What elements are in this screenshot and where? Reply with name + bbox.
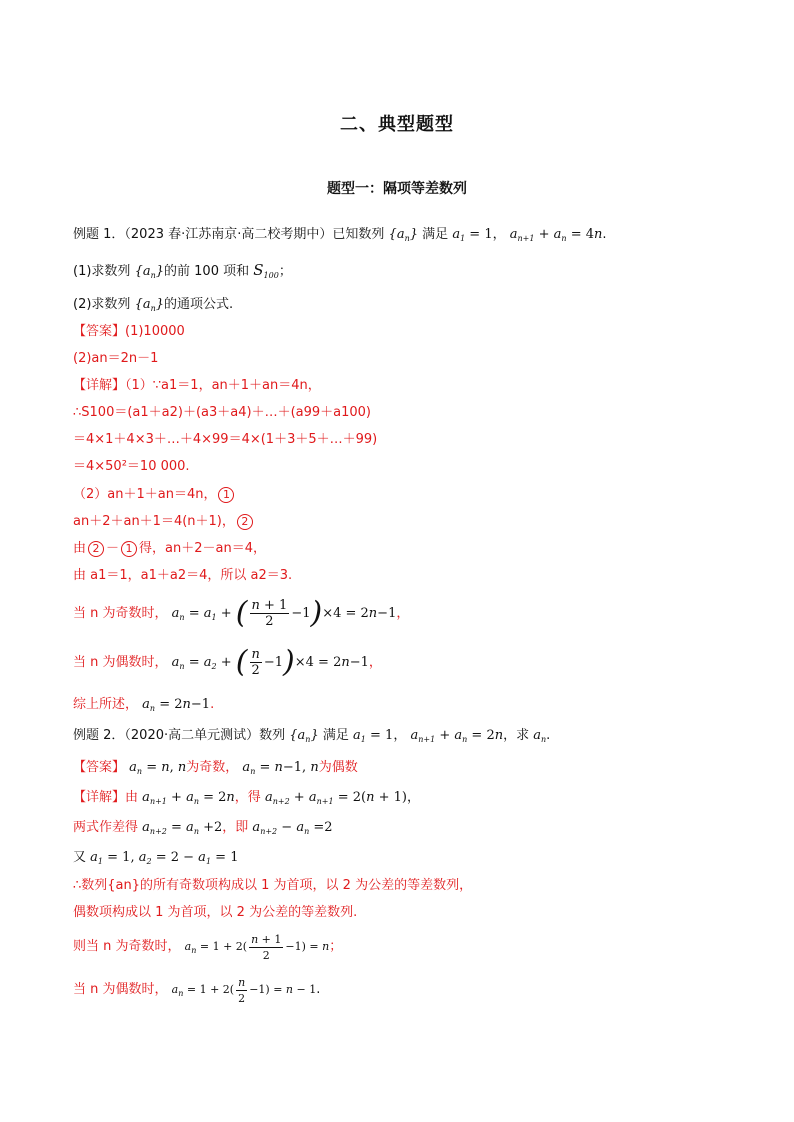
detail1-even-case: 当 n 为偶数时， $a_n = a_2$ + ( $\frac{n}{2}$ −1)×4 = 2n−1，: [73, 644, 382, 680]
q1-seq: $\{a_n\}$: [134, 264, 165, 280]
question-2: [73, 296, 233, 318]
q2-seq: $\{a_n\}$: [134, 297, 165, 313]
cond-text: 满足: [422, 227, 449, 242]
q1-pre: (1)求数列: [73, 264, 131, 279]
ex2-seq: $\{a_n\}$: [289, 728, 319, 744]
formula-a1: $a_1 = 1$: [452, 227, 493, 243]
detail1-summary: 综上所述， $a_n = 2n-1$.: [73, 697, 215, 713]
type-title: 题型一：隔项等差数列: [327, 181, 467, 197]
odd-case-pre: 当 n 为奇数时，: [73, 606, 168, 621]
ex2-odd-pre: 则当 n 为奇数时，: [73, 939, 181, 954]
detail1-line3: ＝4×1＋4×3＋…＋4×99＝4×(1＋3＋5＋…＋99): [73, 432, 378, 447]
ex2-even-formula: $a_n = 1 + 2$( $\frac{n}{2}$ −1) = n − 1: [171, 975, 317, 1005]
detail2-eq5: $a_1 = 1$, $a_2 = 2 - a_1 = 1$: [90, 850, 239, 866]
detail2-pre: 由: [125, 790, 139, 805]
even-case-formula: $a_n = a_2$ + ( $\frac{n}{2}$ −1)×4 = 2n−1: [171, 644, 369, 680]
ex2-even-pre: 当 n 为偶数时，: [73, 982, 168, 997]
q2-pre: (2)求数列: [73, 297, 131, 312]
ex2-cond: 满足: [322, 728, 349, 743]
example2-statement: 例题 2．（2020·高二单元测试）数列 $\{a_n\}$ 满足 $a_1 = 1$， $a_{n+1} + a_n = 2n$，求 $a_n$.: [73, 728, 551, 744]
summary-formula: $a_n = 2n-1$: [142, 697, 211, 713]
answer2-line: [73, 759, 358, 781]
example2-label: 例题 2．: [73, 728, 125, 743]
detail-tag: 【详解】: [73, 378, 126, 393]
detail2-diff-mid: ，即: [222, 820, 249, 835]
summary-pre: 综上所述，: [73, 697, 139, 712]
answer2-mid: 为奇数，: [186, 760, 239, 775]
detail1-line7: [73, 540, 266, 558]
q1-post: 的前 100 项和: [164, 264, 250, 279]
section-title: 二、典型题型: [340, 114, 454, 135]
answer2-even: $a_n = n-1$, n: [242, 760, 319, 776]
example1-statement: [73, 226, 607, 248]
detail1-d7-post: 得，an＋2－an＝4，: [139, 541, 266, 556]
detail2-get: ，得: [234, 790, 261, 805]
detail2-tag: 【详解】: [73, 790, 126, 805]
ex2-ask: ，求: [503, 728, 530, 743]
answer1-line1: [73, 323, 185, 341]
detail1-d1: （1）∵a1＝1，an＋1＋an＝4n，: [125, 378, 321, 393]
circled-1: 1: [218, 487, 234, 503]
example2-source: （2020·高二单元测试）数列: [124, 728, 286, 743]
detail1-d7-mid: －: [106, 541, 120, 556]
q2-post: 的通项公式.: [164, 297, 234, 312]
detail1-d5: （2）an＋1＋an＝4n，: [73, 487, 217, 502]
detail1-line2: ∴S100＝(a1＋a2)＋(a3＋a4)＋…＋(a99＋a100): [73, 405, 372, 420]
even-case-pre: 当 n 为偶数时，: [73, 655, 168, 670]
detail2-diff-pre: 两式作差得: [73, 820, 139, 835]
detail1-line1: [73, 377, 321, 395]
detail2-line1: 【详解】由 $a_{n+1} + a_n = 2n$，得 $a_{n+2} + a_{n+1} = 2(n + 1)$，: [73, 790, 420, 806]
example1-source: （2023 春·江苏南京·高二校考期中）已知数列: [124, 227, 385, 242]
circled-1b: 1: [121, 541, 137, 557]
detail2-eq2: $a_{n+2} + a_{n+1} = 2(n + 1)$: [264, 790, 407, 806]
ex2-an: $a_n$: [533, 728, 547, 744]
detail1-line5: [73, 486, 236, 504]
circled-2: 2: [237, 514, 253, 530]
answer1-line2: (2)an＝2n－1: [73, 351, 159, 366]
detail2-line4: ∴数列{an}的所有奇数项构成以 1 为首项，以 2 为公差的等差数列，: [73, 878, 473, 893]
question-1: [73, 261, 292, 285]
ex2-odd-formula: $a_n = 1 + 2$( $\frac{n + 1}{2}$ −1) = n: [184, 932, 330, 962]
detail2-line2: [73, 819, 333, 841]
detail1-line4: ＝4×50²＝10 000.: [73, 459, 190, 474]
detail1-d6: an＋2＋an＋1＝4(n＋1)，: [73, 514, 235, 529]
detail2-line3: [73, 849, 238, 871]
odd-case-formula: $a_n = a_1$ + ( $\frac{n + 1}{2}$ −1)×4 = 2n−1: [171, 595, 397, 631]
detail2-even-case: 当 n 为偶数时， $a_n = 1 + 2$( $\frac{n}{2}$ −1) = n − 1.: [73, 975, 321, 1005]
detail2-again: 又: [73, 850, 87, 865]
answer1: (1)10000: [125, 324, 185, 339]
detail2-eq1: $a_{n+1} + a_n = 2n$: [142, 790, 235, 806]
period: .: [602, 227, 607, 242]
detail2-eq4: $a_{n+2} - a_n =2$: [252, 820, 333, 836]
detail2-eq3: $a_{n+2} = a_n +2$: [142, 820, 223, 836]
answer-tag: 【答案】: [73, 324, 126, 339]
detail1-d7-pre: 由: [73, 541, 87, 556]
detail1-line8: 由 a1＝1，a1＋a2＝4，所以 a2＝3.: [73, 568, 293, 583]
example1-label: 例题 1．: [73, 227, 125, 242]
answer2-tag: 【答案】: [73, 760, 126, 775]
answer2-end: 为偶数: [318, 760, 358, 775]
answer2-odd: $a_n = n$, n: [129, 760, 187, 776]
q1-sum-symbol: $S_{100}$: [253, 261, 279, 280]
detail2-line5: 偶数项构成以 1 为首项，以 2 为公差的等差数列.: [73, 905, 358, 920]
detail1-odd-case: 当 n 为奇数时， $a_n = a_1$ + ( $\frac{n + 1}{2}$ −1)×4 = 2n−1，: [73, 595, 410, 631]
seq-a-n: $\{a_n\}$: [388, 227, 419, 243]
detail2-odd-case: 则当 n 为奇数时， $a_n = 1 + 2$( $\frac{n + 1}{2}$ −1) = n；: [73, 932, 343, 962]
q1-end: ；: [278, 264, 292, 279]
comma: ，: [492, 227, 506, 242]
ex2-a1: $a_1 = 1$: [353, 728, 394, 744]
ex2-recurrence: $a_{n+1} + a_n = 2n$: [410, 728, 504, 744]
detail1-line6: [73, 513, 255, 531]
formula-recurrence: $a_{n+1} + a_n = 4n$: [509, 227, 603, 243]
circled-2b: 2: [88, 541, 104, 557]
